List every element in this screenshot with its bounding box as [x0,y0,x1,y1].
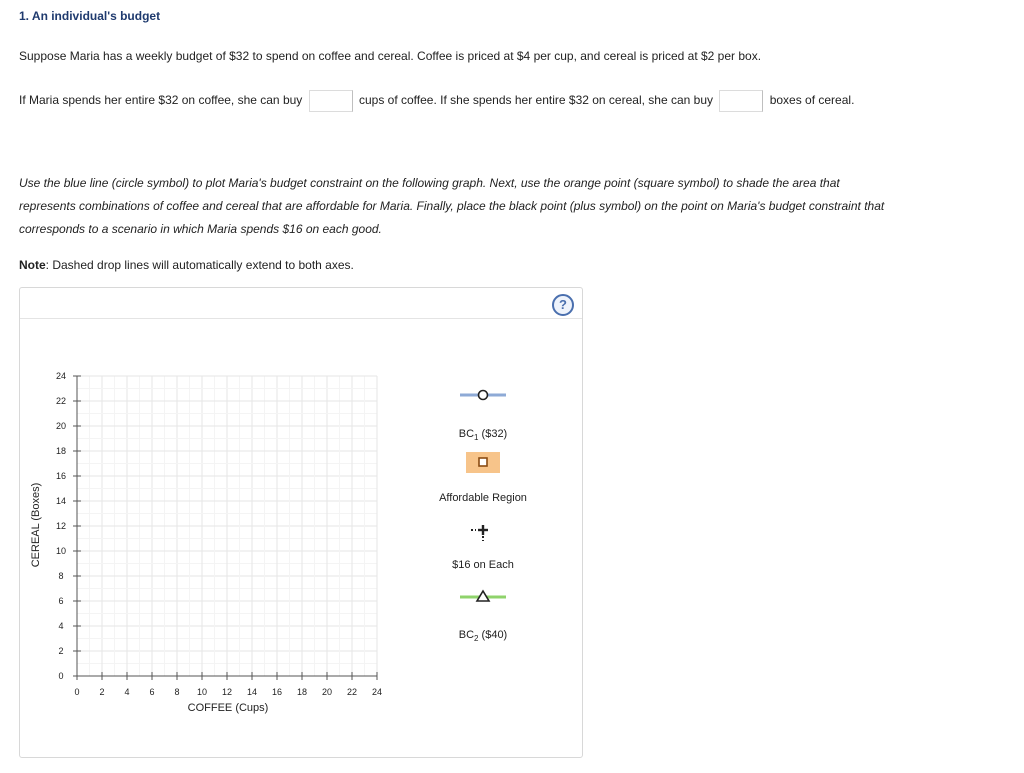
circle-icon [479,391,488,400]
graph-panel [19,287,583,758]
x-tick-label: 22 [346,687,358,697]
y-tick-label: 24 [55,371,67,381]
help-icon[interactable]: ? [552,294,574,316]
x-tick-label: 12 [221,687,233,697]
x-axis-label: COFFEE (Cups) [187,702,269,714]
legend-sixteen-label: $16 on Each [452,559,514,571]
bc2-rest: ($40) [478,629,508,641]
note-label: Note [19,258,46,272]
legend-bc1-label [459,428,507,442]
legend-affordable-tool[interactable] [466,452,500,473]
bc2-text: BC [458,629,475,641]
intro-text: Suppose Maria has a weekly budget of $32 to spend on coffee and cereal. Coffee is priced at $4 per cup, and cereal is priced at $2 per box. [19,49,762,63]
y-tick-labels [56,371,66,681]
x-tick-label: 24 [371,687,383,697]
note-text: : Dashed drop lines will automatically extend to both axes. [45,258,354,272]
bc1-subscript: 1 [474,433,479,442]
y-tick-label: 18 [55,446,67,456]
bc1-rest: ($32) [478,428,508,440]
bc1-text: BC [458,428,475,440]
fill-text-2: cups of coffee. If she spends her entire $32 on cereal, she can buy [358,93,713,107]
y-tick-label: 6 [58,596,64,606]
x-tick-label: 10 [196,687,208,697]
y-tick-label: 12 [55,521,67,531]
x-tick-labels [74,687,382,697]
bc2-subscript: 2 [474,634,479,643]
x-tick-label: 0 [74,687,80,697]
legend-bc1-tool[interactable] [460,391,506,400]
x-tick-label: 20 [321,687,333,697]
plot-area[interactable] [77,376,377,676]
fill-text-1: If Maria spends her entire $32 on coffee, she can buy [19,93,303,107]
y-tick-label: 8 [58,571,64,581]
coffee-cups-input[interactable] [309,90,353,112]
y-tick-label: 0 [58,671,64,681]
x-tick-label: 6 [149,687,155,697]
y-tick-label: 10 [55,546,67,556]
y-axis-label: CEREAL (Boxes) [30,482,42,568]
fill-text-3: boxes of cereal. [769,93,855,107]
legend-bc2-tool[interactable] [460,591,506,601]
y-tick-label: 22 [55,396,67,406]
y-tick-label: 20 [55,421,67,431]
legend-bc2-label [459,629,507,643]
y-tick-label: 16 [55,471,67,481]
fill-in-question [19,89,899,112]
x-tick-label: 16 [271,687,283,697]
y-tick-label: 2 [58,646,64,656]
x-tick-label: 8 [174,687,180,697]
square-icon [479,458,487,466]
cereal-boxes-input[interactable] [719,90,763,112]
x-tick-label: 14 [246,687,258,697]
x-tick-label: 2 [99,687,105,697]
question-title: 1. An individual's budget [19,9,161,23]
y-tick-label: 4 [58,621,64,631]
x-tick-label: 4 [124,687,130,697]
y-tick-label: 14 [55,496,67,506]
graph-svg [20,288,582,757]
x-tick-label: 18 [296,687,308,697]
note [19,254,354,276]
instructions-text: Use the blue line (circle symbol) to plot Maria's budget constraint on the following graph. Next, use the orange point (square symbol) to shade the area that represents combinations of coffee and cereal that are affordable for Maria. Finally, place the black point (plus symbol) on the point on Maria's budget constraint that corresponds to a scenario in which Maria spends $16 on each good. [19,176,885,236]
legend-sixteen-tool[interactable] [471,525,488,541]
legend-affordable-label: Affordable Region [439,492,527,504]
